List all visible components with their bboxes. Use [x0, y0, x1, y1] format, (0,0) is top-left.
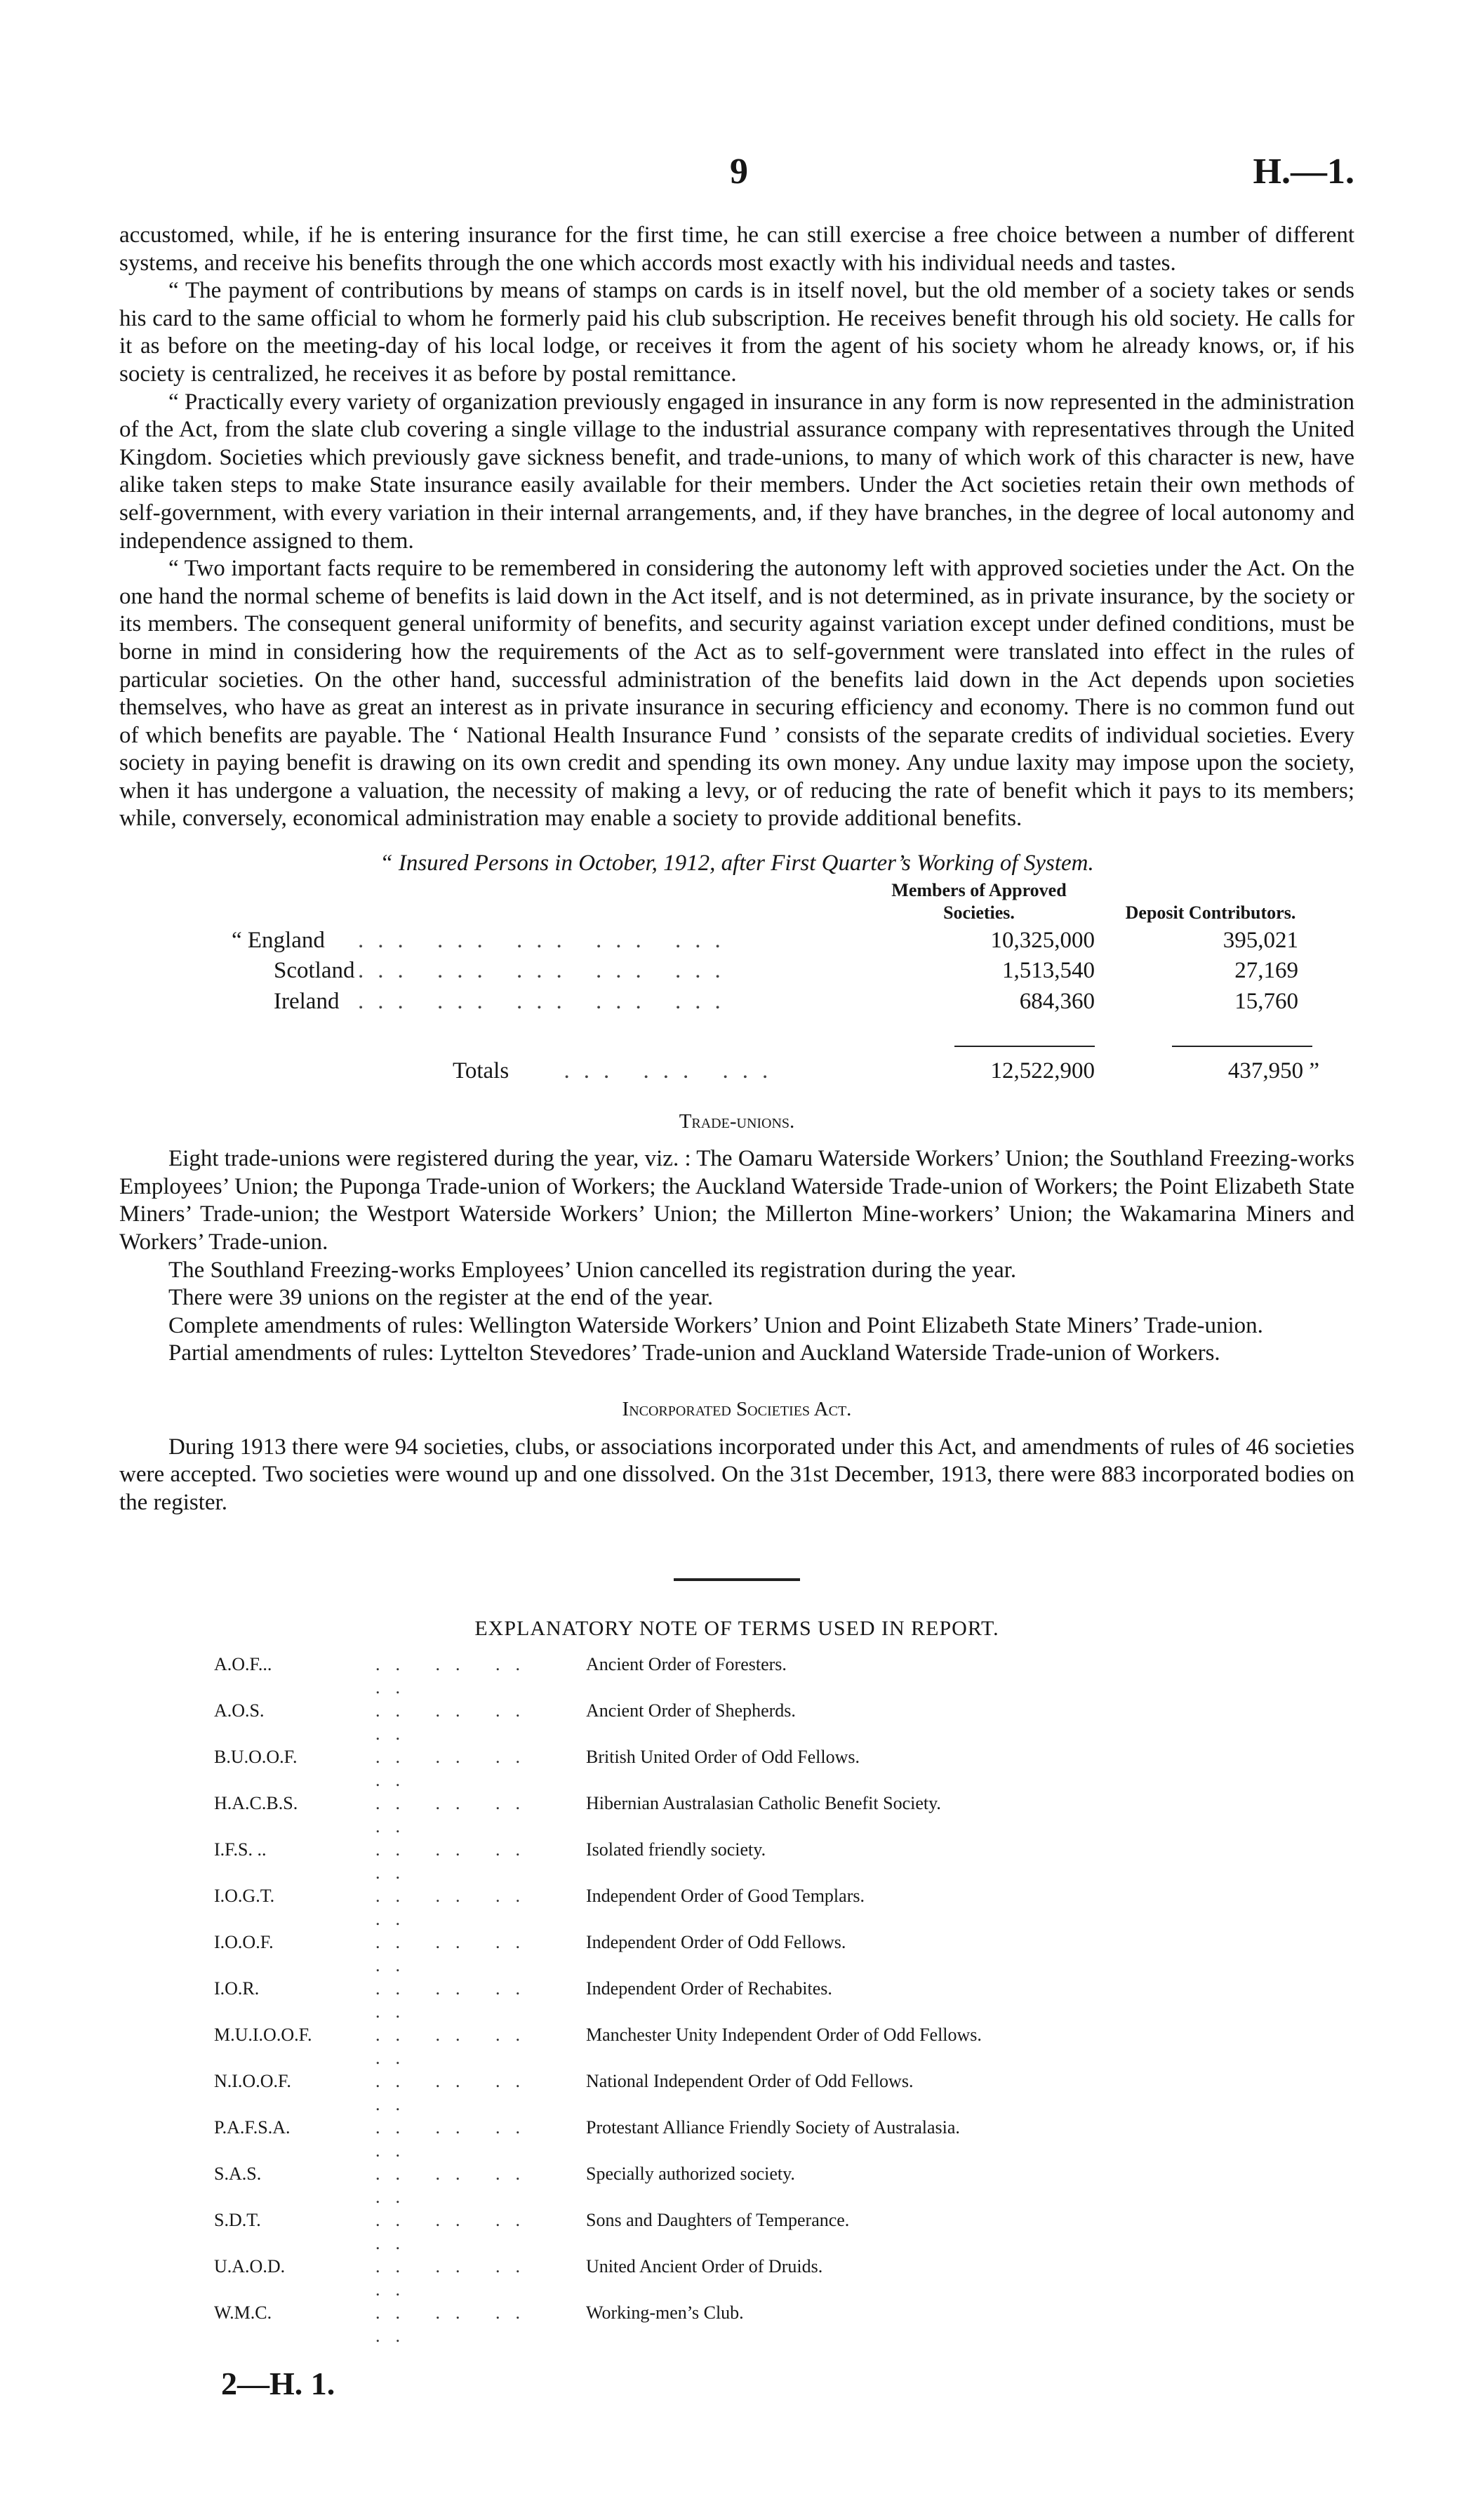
- column-header-deposit: Deposit Contributors.: [1125, 902, 1296, 923]
- term-abbreviation: I.O.R.: [214, 1978, 260, 1999]
- leader-dots: .. .. .. ..: [375, 1653, 535, 1698]
- paragraph-2: “ The payment of contributions by means of stamps on cards is in itself novel, but the old member of a society takes or sends his card to the same official to whom he formerly paid his club subscription. He receives benefit through his old society. He calls for it as before on the meeting-day of his local lodge, or receives it from the agent of his society whom he already knows, or, if his society is centralized, he receives it as before by postal remittance.: [119, 278, 1354, 387]
- trade-unions-paragraph-3: There were 39 unions on the register at the end of the year.: [168, 1285, 714, 1311]
- term-row: [214, 1745, 982, 1792]
- term-abbreviation: B.U.O.O.F.: [214, 1746, 298, 1767]
- insured-table-title: “ Insured Persons in October, 1912, after First Quarter’s Working of System.: [380, 851, 1094, 876]
- term-row: [214, 2301, 982, 2347]
- row-members: 10,325,000: [990, 927, 1095, 953]
- totals-rule: [1172, 1046, 1312, 1047]
- term-abbreviation: I.O.G.T.: [214, 1885, 275, 1906]
- trade-unions-heading: Trade-unions.: [679, 1109, 795, 1133]
- term-abbreviation: M.U.I.O.O.F.: [214, 2024, 312, 2045]
- term-meaning: Specially authorized society.: [586, 2163, 795, 2184]
- row-members: 684,360: [1019, 988, 1095, 1014]
- leader-dots: .. .. .. ..: [375, 1978, 535, 2022]
- term-row: [214, 1792, 982, 1838]
- trade-unions-paragraph-1: Eight trade-unions were registered during the year, viz. : The Oamaru Waterside Workers’ Union; the Southland Freezing-works Employees’ Union; the Puponga Trade-union of Workers; the Auckland Waterside Trade-union of Workers; the Point Elizabeth State Miners’ Trade-union; the Westport Waterside Workers’ Union; the Millerton Mine-workers’ Union; the Wakamarina Miners and Workers’ Trade-union.: [119, 1146, 1354, 1255]
- document-code: H.—1.: [1253, 152, 1354, 192]
- term-row: [214, 1884, 982, 1931]
- totals-row: [232, 1056, 1326, 1087]
- term-row: [214, 2255, 982, 2301]
- term-abbreviation: I.O.O.F.: [214, 1931, 274, 1952]
- leader-dots: .. .. .. ..: [375, 1700, 535, 1744]
- term-meaning: Independent Order of Rechabites.: [586, 1978, 832, 1999]
- term-meaning: Isolated friendly society.: [586, 1839, 766, 1860]
- page-header: [119, 151, 1354, 200]
- totals-rule-row: [232, 1017, 1326, 1056]
- leader-dots: .. .. .. ..: [375, 1746, 535, 1790]
- term-meaning: Ancient Order of Foresters.: [586, 1653, 787, 1674]
- row-members: 1,513,540: [1002, 958, 1095, 984]
- term-abbreviation: A.O.S.: [214, 1700, 265, 1721]
- term-row: [214, 1931, 982, 1977]
- term-row: [214, 2116, 982, 2162]
- table-row: [232, 956, 1326, 987]
- page-body: [119, 222, 1354, 2347]
- column-header-members: Members of Approved Societies.: [891, 879, 1067, 923]
- term-meaning: Manchester Unity Independent Order of Odd Fellows.: [586, 2024, 982, 2045]
- term-meaning: Working-men’s Club.: [586, 2302, 744, 2323]
- leader-dots: ... ... ...: [564, 1058, 782, 1084]
- term-abbreviation: I.F.S. ..: [214, 1839, 267, 1860]
- incorporated-societies-heading: Incorporated Societies Act.: [622, 1397, 852, 1420]
- totals-members: 12,522,900: [990, 1058, 1095, 1084]
- trade-unions-paragraph-4: Complete amendments of rules: Wellington Waterside Workers’ Union and Point Elizabeth State Miners’ Trade-union.: [168, 1312, 1263, 1338]
- leader-dots: ... ... ... ... ...: [358, 927, 735, 953]
- term-meaning: Independent Order of Good Templars.: [586, 1885, 865, 1906]
- trade-unions-paragraph-2: The Southland Freezing-works Employees’ Union cancelled its registration during the year.: [168, 1257, 1017, 1283]
- section-divider: [674, 1578, 800, 1581]
- leader-dots: .. .. .. ..: [375, 2070, 535, 2114]
- trade-unions-paragraph-5: Partial amendments of rules: Lyttelton Stevedores’ Trade-union and Auckland Waterside Trade-union of Workers.: [168, 1340, 1220, 1366]
- row-name: Ireland: [274, 988, 340, 1014]
- paragraph-3: “ Practically every variety of organization previously engaged in insurance in any form is now represented in the administration of the Act, from the slate club covering a single village to the industrial assurance company with representatives through the United Kingdom. Societies which previously gave sickness benefit, and trade-unions, to many of which work of this character is new, have alike taken steps to make State insurance easily available for their members. Under the Act societies retain their own methods of self-government, with every variation in their internal arrangements, and, if they have branches, in the degree of local autonomy and independence assigned to them.: [119, 389, 1354, 554]
- leader-dots: ... ... ... ... ...: [358, 958, 735, 984]
- footer-signature: 2—H. 1.: [221, 2366, 335, 2401]
- row-deposit: 27,169: [1234, 958, 1298, 984]
- term-abbreviation: U.A.O.D.: [214, 2255, 286, 2276]
- row-name: Scotland: [274, 958, 355, 984]
- term-row: [214, 2208, 982, 2255]
- leader-dots: .. .. .. ..: [375, 1792, 535, 1836]
- term-meaning: United Ancient Order of Druids.: [586, 2255, 823, 2276]
- term-meaning: Independent Order of Odd Fellows.: [586, 1931, 846, 1952]
- leader-dots: .. .. .. ..: [375, 2024, 535, 2068]
- paragraph-1: accustomed, while, if he is entering insurance for the first time, he can still exercise a free choice between a number of different systems, and receive his benefits through the one which accords most exactly with his individual needs and tastes.: [119, 222, 1354, 276]
- term-meaning: Protestant Alliance Friendly Society of Australasia.: [586, 2116, 960, 2138]
- term-meaning: Sons and Daughters of Temperance.: [586, 2209, 850, 2230]
- term-meaning: Ancient Order of Shepherds.: [586, 1700, 796, 1721]
- term-abbreviation: S.D.T.: [214, 2209, 261, 2230]
- term-row: [214, 1977, 982, 2023]
- explanatory-terms-table: [214, 1653, 982, 2347]
- paragraph-4: “ Two important facts require to be remembered in considering the autonomy left with approved societies under the Act. On the one hand the normal scheme of benefits is laid down in the Act itself, and is not determined, as in private insurance, by the society or its members. The consequent general uniformity of benefits, and security against variation except under defined conditions, must be borne in mind in considering how the requirements of the Act as to self-government were translated into effect in the rules of particular societies. On the other hand, successful administration of the benefits laid down in the Act depends upon societies themselves, who have as great an interest as in private insurance in securing efficiency and economy. There is no common fund out of which benefits are payable. The ‘ National Health Insurance Fund ’ consists of the separate credits of individual societies. Every society in paying benefit is drawing on its own credit and spending its own money. Any undue laxity may impose upon the society, when it has undergone a valuation, the necessity of making a levy, or of reducing the rate of benefit which it pays to its members; while, conversely, economical administration may enable a society to provide additional benefits.: [119, 556, 1354, 832]
- row-deposit: 15,760: [1234, 988, 1298, 1014]
- term-abbreviation: N.I.O.O.F.: [214, 2070, 291, 2091]
- table-row: [232, 987, 1326, 1018]
- leader-dots: .. .. .. ..: [375, 1839, 535, 1883]
- leader-dots: ... ... ... ... ...: [358, 988, 735, 1014]
- term-row: [214, 1838, 982, 1884]
- row-deposit: 395,021: [1223, 927, 1298, 953]
- term-meaning: British United Order of Odd Fellows.: [586, 1746, 860, 1767]
- explanatory-note-heading: EXPLANATORY NOTE OF TERMS USED IN REPORT.: [474, 1617, 999, 1641]
- table-header-row: [232, 878, 1326, 926]
- leader-dots: .. .. .. ..: [375, 2209, 535, 2253]
- term-abbreviation: A.O.F...: [214, 1653, 272, 1674]
- term-meaning: National Independent Order of Odd Fellows.: [586, 2070, 914, 2091]
- term-row: [214, 1699, 982, 1745]
- leader-dots: .. .. .. ..: [375, 2163, 535, 2207]
- term-row: [214, 1653, 982, 1699]
- term-row: [214, 2162, 982, 2208]
- term-abbreviation: W.M.C.: [214, 2302, 272, 2323]
- totals-rule: [954, 1046, 1095, 1047]
- leader-dots: .. .. .. ..: [375, 1931, 535, 1975]
- totals-label: Totals: [453, 1058, 509, 1084]
- term-abbreviation: H.A.C.B.S.: [214, 1792, 298, 1813]
- leader-dots: .. .. .. ..: [375, 1885, 535, 1929]
- term-row: [214, 2023, 982, 2069]
- term-abbreviation: S.A.S.: [214, 2163, 262, 2184]
- leader-dots: .. .. .. ..: [375, 2255, 535, 2300]
- page-number: 9: [730, 152, 748, 192]
- leader-dots: .. .. .. ..: [375, 2116, 535, 2161]
- term-meaning: Hibernian Australasian Catholic Benefit Society.: [586, 1792, 941, 1813]
- term-abbreviation: P.A.F.S.A.: [214, 2116, 291, 2138]
- table-row: [232, 926, 1326, 956]
- totals-deposit: 437,950 ”: [1227, 1058, 1319, 1084]
- leader-dots: .. .. .. ..: [375, 2302, 535, 2346]
- row-name: “ England: [232, 927, 325, 953]
- insured-persons-table: [232, 878, 1326, 1087]
- term-row: [214, 2069, 982, 2116]
- incorporated-societies-paragraph: During 1913 there were 94 societies, clubs, or associations incorporated under this Act, and amendments of rules of 46 societies were accepted. Two societies were wound up and one dissolved. On the 31st December, 1913, there were 883 incorporated bodies on the register.: [119, 1434, 1354, 1515]
